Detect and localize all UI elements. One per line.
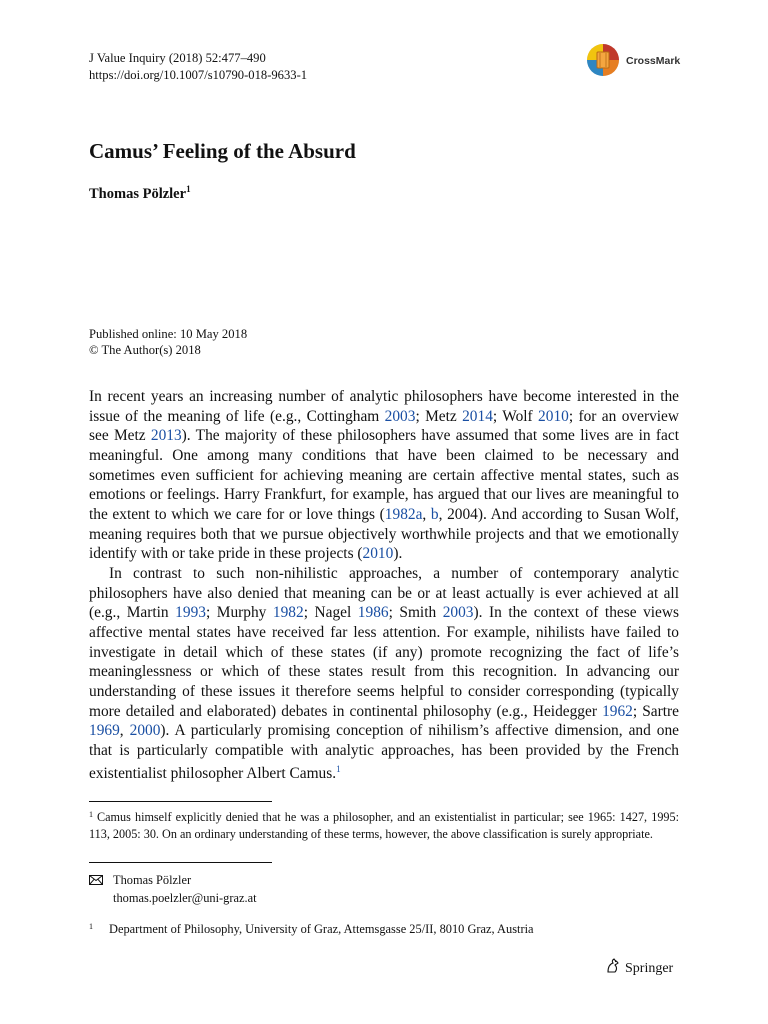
- text-run: ; Smith: [388, 604, 443, 622]
- citation-link[interactable]: 1982a: [384, 505, 423, 523]
- text-run: ; Wolf: [492, 407, 539, 425]
- envelope-icon: [89, 873, 103, 890]
- corresponding-author: [89, 872, 257, 907]
- crossmark-label: CrossMark: [626, 55, 681, 67]
- text-run: ; Sartre: [632, 702, 679, 720]
- crossmark-icon: [585, 42, 621, 78]
- publisher-logo: [605, 958, 673, 979]
- journal-line: J Value Inquiry (2018) 52:477–490: [89, 51, 266, 65]
- footnote-1: [89, 806, 679, 843]
- text-run: ,: [119, 722, 130, 740]
- body-paragraph-2: [89, 564, 679, 784]
- footnote-number: 1: [89, 810, 93, 819]
- author-name-text: Thomas Pölzler: [89, 186, 187, 202]
- springer-horse-icon: [605, 958, 621, 979]
- citation-link[interactable]: 1982: [272, 604, 304, 622]
- body-paragraph-1: [89, 387, 679, 564]
- article-title: Camus’ Feeling of the Absurd: [89, 139, 356, 163]
- text-run: ). In the context of these views affective mental states have received far less attention. For example, nihilists have failed to investigate in detail which of these states (if any) promote recognizing the fact of life’s meaninglessness or which of these states result from this recognition. In advancing our understanding of these issues it therefore seems helpful to consider corresponding (typically more detailed and elaborated) debates in continental philosophy (e.g., Heidegger: [89, 604, 679, 720]
- text-run: ).: [393, 545, 403, 563]
- contact-name: Thomas Pölzler: [113, 873, 192, 887]
- citation-link[interactable]: b: [430, 505, 439, 523]
- citation-link[interactable]: 1962: [602, 702, 633, 720]
- text-run: ; Metz: [415, 407, 463, 425]
- contact-email[interactable]: thomas.poelzler@uni-graz.at: [113, 891, 257, 905]
- citation-link[interactable]: 2013: [150, 427, 182, 445]
- author-name: [89, 184, 191, 203]
- citation-link[interactable]: 2010: [538, 407, 569, 425]
- text-run: In contrast to such non-nihilistic approaches, a number of contemporary analytic philosophers have also denied that meaning can be or at least actually is ever achieved at all (e.g., Martin: [89, 564, 679, 622]
- text-run: ; Nagel: [303, 604, 358, 622]
- affiliation: [89, 918, 534, 938]
- copyright-notice: © The Author(s) 2018: [89, 342, 201, 357]
- affiliation-text: Department of Philosophy, University of Graz, Attemsgasse 25/II, 8010 Graz, Austria: [109, 922, 534, 936]
- footnote-marker[interactable]: 1: [336, 764, 341, 775]
- author-affiliation-marker[interactable]: 1: [186, 184, 191, 194]
- text-run: ; Murphy: [205, 604, 273, 622]
- publisher-name: Springer: [625, 960, 674, 976]
- citation-link[interactable]: 2000: [129, 722, 161, 740]
- text-run: , 2004). And according to Susan Wolf, meaning requires both that we pursue objectively worthwhile projects and that we emotionally identify with or take pride in these projects (: [89, 505, 679, 563]
- text-run: ). The majority of these philosophers have assumed that some lives are in fact meaningful. One among many conditions that have been claimed to be necessary and sometimes even sufficient for achieving meaning are certain affective mental states, such as emotions or feelings. Harry Frankfurt, for example, has argued that our lives are meaningful to the extent to which we care for or love things (: [89, 427, 679, 523]
- doi-link[interactable]: https://doi.org/10.1007/s10790-018-9633-1: [89, 68, 308, 82]
- citation-link[interactable]: 1993: [175, 604, 206, 622]
- text-run: ; for an overview see Metz: [89, 407, 679, 445]
- citation-link[interactable]: 1969: [89, 722, 120, 740]
- journal-citation: [89, 50, 307, 84]
- footnote-text: Camus himself explicitly denied that he was a philosopher, and an existentialist in particular; see 1965: 1427, 1995: 113, 2005: 30. On an ordinary understanding of these terms, however, the above classification is surely appropriate.: [89, 810, 679, 841]
- contact-divider: [89, 862, 272, 863]
- affiliation-number: 1: [89, 922, 93, 931]
- published-date: Published online: 10 May 2018: [89, 327, 248, 341]
- text-run: ,: [422, 505, 431, 523]
- article-body: [89, 387, 679, 784]
- citation-link[interactable]: 1986: [357, 604, 389, 622]
- citation-link[interactable]: 2010: [362, 545, 394, 563]
- citation-link[interactable]: 2003: [442, 604, 474, 622]
- footnote-divider: [89, 801, 272, 802]
- citation-link[interactable]: 2014: [462, 407, 493, 425]
- text-run: In recent years an increasing number of analytic philosophers have become interested in the issue of the meaning of life (e.g., Cottingham: [89, 388, 679, 425]
- text-run: ). A particularly promising conception of nihilism’s affective dimension, and one that is particularly compatible with analytic approaches, has been provided by the French existentialist philosopher Albert Camus.: [89, 722, 679, 783]
- citation-link[interactable]: 2003: [384, 407, 416, 425]
- publication-info: [89, 327, 247, 358]
